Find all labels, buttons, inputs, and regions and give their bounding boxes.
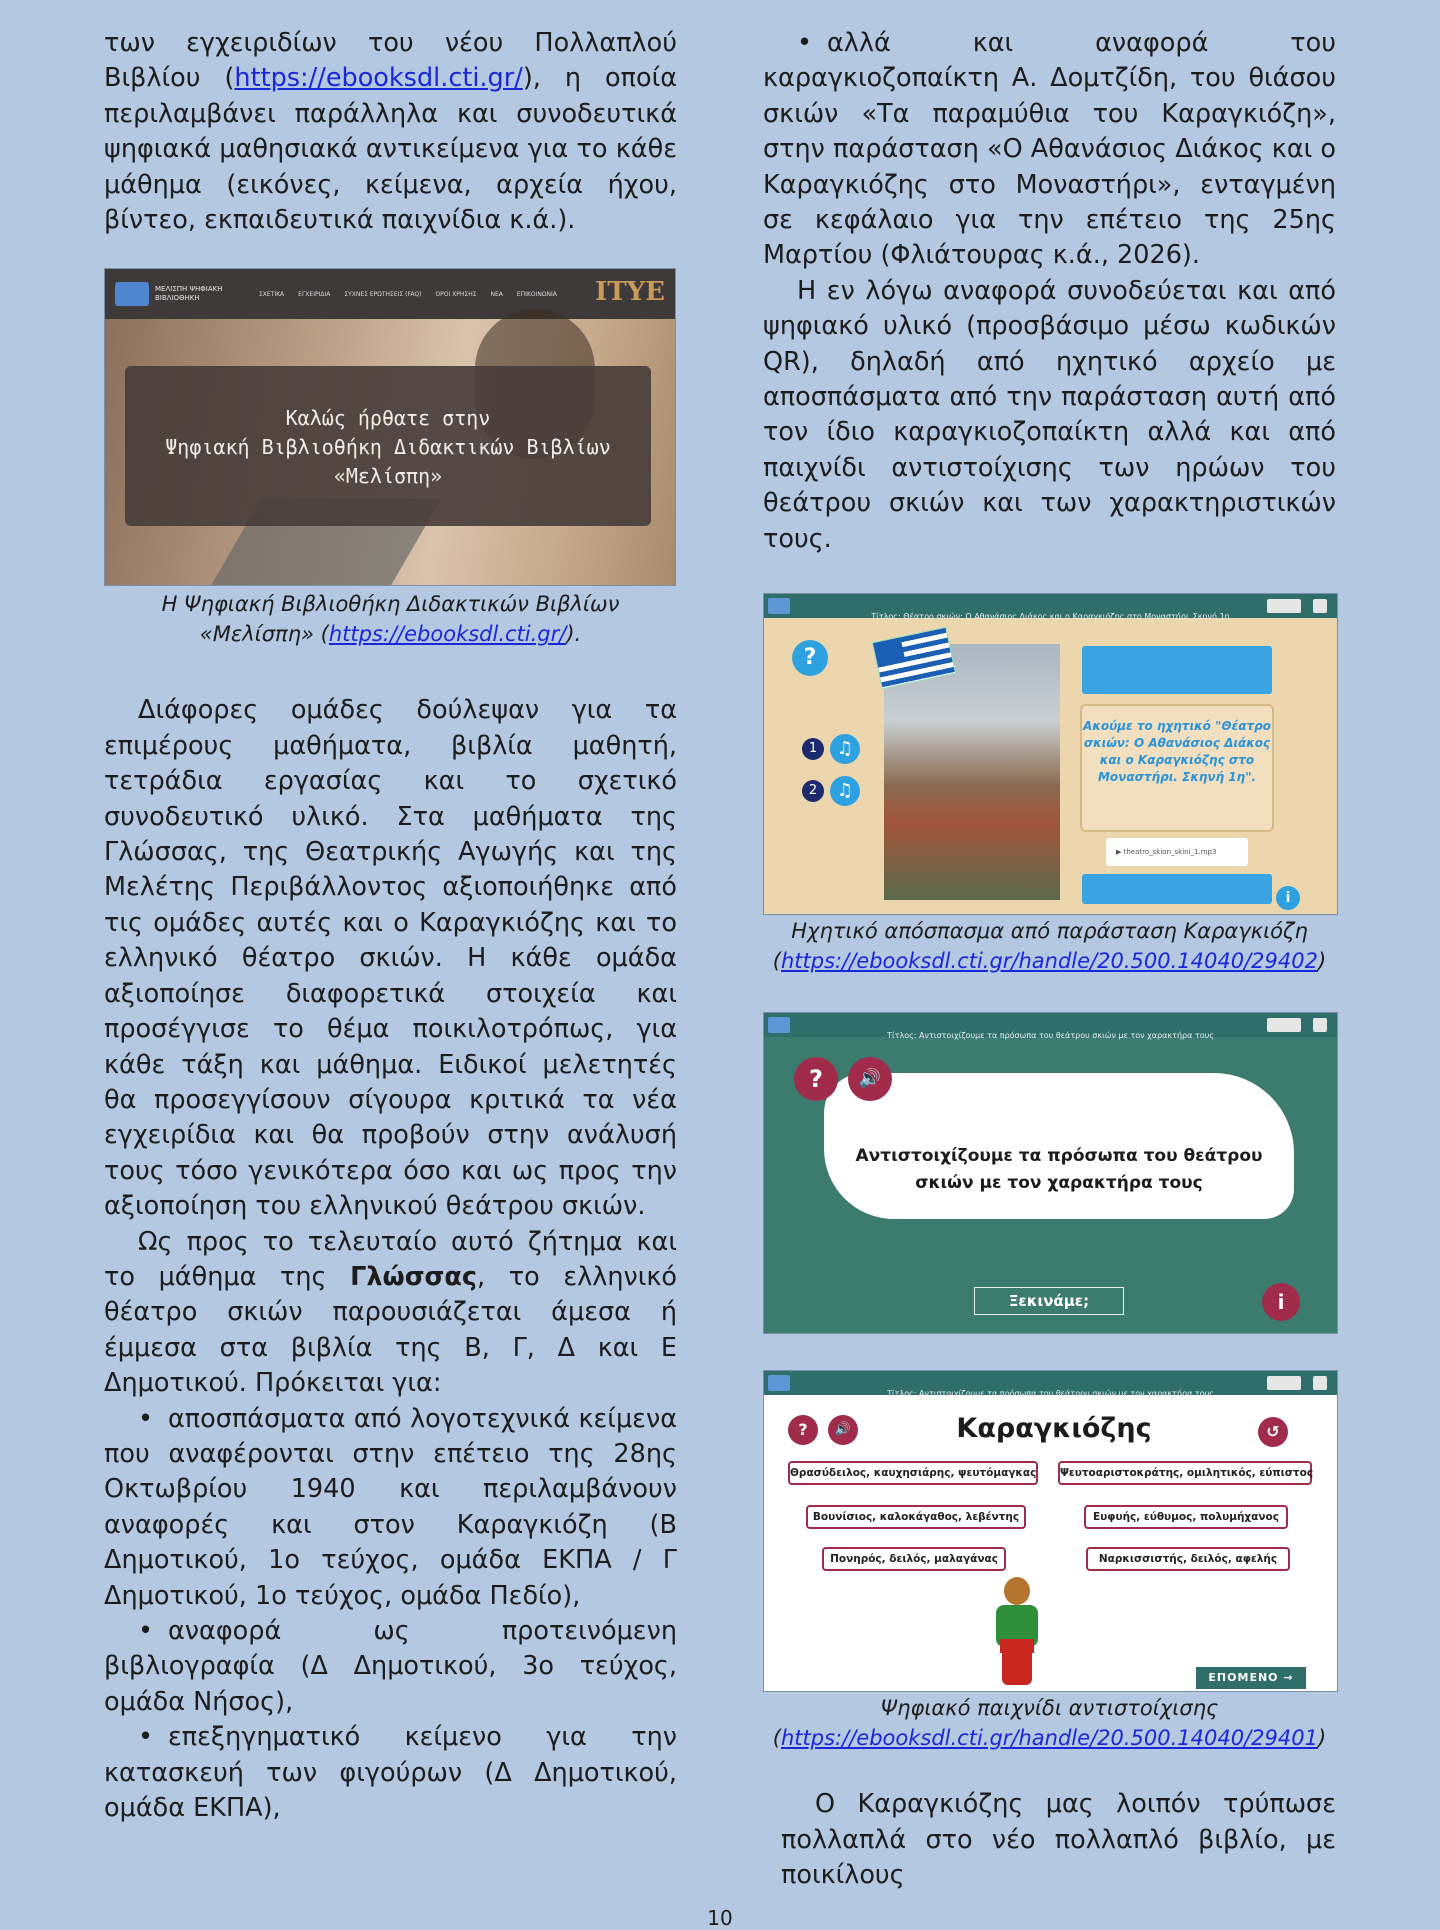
figure-caption-2	[763, 916, 1336, 976]
page-number: 10	[707, 1906, 733, 1930]
figure-caption-1	[104, 589, 677, 649]
paragraph: Διάφορες ομάδες δούλεψαν για τα επιμέρους μαθήματα, βιβλία μαθητή, τετράδια εργασίας και το σχετικό συνοδευτικό υλικό. Στα μαθήματα της Γλώσσας, της Θεατρικής Αγωγής και της Μελέτης Περιβάλλοντος αξιοποιήθηκε από τις ομάδες αυτές και ο Καραγκιόζης και το ελληνικό θέατρο σκιών. Η κάθε ομάδα αξιοποίησε διαφορετικά στοιχεία και προσέγγισε το θέμα ποικιλοτρόπως, για κάθε τάξη και μάθημα. Ειδικοί μελετητές θα προσεγγίσουν σίγουρα κριτικά τα νέα εγχειρίδια και θα προβούν στην ανάλυσή τους τόσο γενικότερα όσο και ως προς την αξιοποίηση του ελληνικού θεάτρου σκιών.	[104, 695, 677, 1222]
start-button[interactable]: Ξεκινάμε;	[974, 1287, 1124, 1315]
undo-icon[interactable]: ↺	[1258, 1417, 1288, 1447]
paragraph: Ο Καραγκιόζης μας λοιπόν τρύπωσε πολλαπλά στο νέο πολλαπλό βιβλίο, με ποικίλους	[781, 1789, 1336, 1890]
info-icon[interactable]: i	[1262, 1283, 1300, 1321]
activity-topbar	[764, 594, 1337, 622]
welcome-line: Καλώς ήρθατε στην	[285, 406, 491, 431]
activity-topbar	[764, 1371, 1337, 1399]
toolbar-button[interactable]	[1267, 1018, 1301, 1032]
book-icon	[768, 1017, 790, 1033]
help-icon[interactable]: ?	[794, 1057, 838, 1101]
matching-game-screenshot	[763, 1370, 1338, 1692]
book-icon	[768, 1375, 790, 1391]
instruction-box: Ακούμε το ηχητικό "Θέατρο σκιών: Ο Αθανάσιος Διάκος και ο Καραγκιόζης στο Μοναστήρι. Σκηνή 1η".	[1080, 704, 1274, 832]
nav-item[interactable]: ΟΡΟΙ ΧΡΗΣΗΣ	[435, 290, 477, 298]
figure-caption-3	[763, 1693, 1336, 1753]
melispi-navbar	[105, 269, 675, 319]
game-title: Αντιστοιχίζουμε τα πρόσωπα του θεάτρου σκιών με τον χαρακτήρα τους	[855, 1146, 1263, 1194]
nav-item[interactable]: ΣΥΧΝΕΣ ΕΡΩΤΗΣΕΙΣ (FAQ)	[344, 290, 422, 298]
trait-option[interactable]: Θρασύδειλος, καυχησιάρης, ψευτόμαγκας	[788, 1461, 1038, 1485]
trait-option[interactable]: Πονηρός, δειλός, μαλαγάνας	[822, 1547, 1006, 1571]
character-heading: Καραγκιόζης	[956, 1413, 1152, 1445]
toolbar-button[interactable]	[1267, 599, 1301, 613]
music-note-icon[interactable]: ♫	[830, 734, 860, 764]
itye-logo: ΙΤΥΕ	[595, 277, 665, 308]
intro-paragraph: των εγχειριδίων του νέου Πολλαπλού Βιβλίου (https://ebooksdl.cti.gr/), η οποία περιλαμβάνει παράλληλα και συνοδευτικά ψηφιακά μαθησιακά αντικείμενα για το κάθε μάθημα (εικόνες, κείμενα, αρχεία ήχου, βίντεο, εκπαιδευτικά παιχνίδια κ.ά.).	[104, 28, 678, 236]
left-column	[104, 26, 677, 1826]
bullet-item: • επεξηγηματικό κείμενο για την κατασκευή των φιγούρων (Δ Δημοτικού, ομάδα ΕΚΠΑ),	[104, 1722, 677, 1824]
nav-item[interactable]: ΕΓΧΕΙΡΙΔΙΑ	[298, 290, 331, 298]
nav-site-label: ΜΕΛΙΣΠΗ ΨΗΦΙΑΚΗ ΒΙΒΛΙΟΘΗΚΗ	[155, 285, 223, 303]
toolbar-button[interactable]	[1267, 1376, 1301, 1390]
download-icon[interactable]	[1313, 1376, 1327, 1390]
nav-item[interactable]: ΣΧΕΤΙΚΑ	[259, 290, 285, 298]
bullet-item: • αλλά και αναφορά του καραγκιοζοπαίκτη Α. Δομτζίδη, του θιάσου σκιών «Τα παραμύθια του Καραγκιόζη», στην παράσταση «Ο Αθανάσιος Διάκος και ο Καραγκιόζης στο Μοναστήρι», ενταγμένη σε κεφάλαιο για την επέτειο της 25ης Μαρτίου (Φλιάτουρας κ.ά., 2026).	[763, 28, 1336, 271]
welcome-line: Ψηφιακή Βιβλιοθήκη Διδακτικών Βιβλίων	[165, 435, 611, 460]
paragraph: Ως προς το τελευταίο αυτό ζήτημα και το μάθημα της Γλώσσας, το ελληνικό θέατρο σκιών παρουσιάζεται άμεσα ή έμμεσα στα βιβλία της Β, Γ, Δ και Ε Δημοτικού. Πρόκειται για:	[104, 1226, 677, 1399]
activity-title: Τίτλος: Θέατρο σκιών: Ο Αθανάσιος Διάκος και ο Καραγκιόζης στο Μοναστήρι_Σκηνή 1η	[871, 612, 1230, 622]
speaker-icon[interactable]: 🔊	[848, 1057, 892, 1101]
caption-line: (https://ebooksdl.cti.gr/handle/20.500.14040/29401)	[772, 1726, 1327, 1751]
audio-player[interactable]: ▶ theatro_skion_skini_1.mp3	[1106, 838, 1248, 866]
book-icon	[115, 282, 149, 306]
nav-item[interactable]: ΝΕΑ	[490, 290, 503, 298]
help-icon[interactable]: ?	[788, 1415, 818, 1445]
caption-line: Ηχητικό απόσπασμα από παράσταση Καραγκιόζη	[791, 919, 1308, 944]
matching-game-start-screenshot	[763, 1012, 1338, 1334]
welcome-panel	[125, 366, 651, 526]
book-icon	[768, 598, 790, 614]
caption-line: (https://ebooksdl.cti.gr/handle/20.500.14040/29402)	[772, 949, 1327, 974]
audio-activity-screenshot	[763, 593, 1338, 915]
melispi-screenshot	[104, 268, 676, 586]
download-icon[interactable]	[1313, 599, 1327, 613]
nav-item[interactable]: ΕΠΙΚΟΙΝΩΝΙΑ	[516, 290, 557, 298]
trait-option[interactable]: Ναρκισσιστής, δειλός, αφελής	[1086, 1547, 1290, 1571]
help-icon[interactable]: ?	[792, 640, 828, 676]
track-number: 1	[802, 738, 824, 760]
info-icon[interactable]: i	[1276, 886, 1300, 910]
activity-title: Τίτλος: Αντιστοιχίζουμε τα πρόσωπα του θεάτρου σκιών με τον χαρακτήρα τους	[887, 1389, 1214, 1399]
caption-line: Ψηφιακό παιχνίδι αντιστοίχισης	[880, 1696, 1219, 1721]
trait-option[interactable]: Βουνίσιος, καλοκάγαθος, λεβέντης	[806, 1505, 1026, 1529]
caption-line: Η Ψηφιακή Βιβλιοθήκη Διδακτικών Βιβλίων	[161, 592, 620, 617]
bullet-item: • αποσπάσματα από λογοτεχνικά κείμενα που αναφέρονται στην επέτειο της 28ης Οκτωβρίου 1940 και περιλαμβάνουν αναφορές και στον Καραγκιόζη (Β Δημοτικού, 1ο τεύχος, ομάδα ΕΚΠΑ / Γ Δημοτικού, 1ο τεύχος, ομάδα Πεδίο),	[104, 1403, 677, 1611]
ebooksdl-link[interactable]: https://ebooksdl.cti.gr/	[234, 63, 523, 94]
caption-link[interactable]: https://ebooksdl.cti.gr/	[328, 622, 567, 647]
caption-link[interactable]: https://ebooksdl.cti.gr/handle/20.500.14040/29401	[781, 1726, 1318, 1751]
waveform-banner	[1082, 646, 1272, 694]
speaker-icon[interactable]: 🔊	[828, 1415, 858, 1445]
next-button[interactable]: ΕΠΟΜΕΝΟ →	[1196, 1667, 1306, 1689]
trait-option[interactable]: Ευφυής, εύθυμος, πολυμήχανος	[1084, 1505, 1288, 1529]
paragraph: Η εν λόγω αναφορά συνοδεύεται και από ψηφιακό υλικό (προσβάσιμο μέσω κωδικών QR), δηλαδή από ηχητικό αρχείο με αποσπάσματα από την παράσταση αυτή από τον ίδιο καραγκιοζοπαίκτη αλλά και από παιχνίδι αντιστοίχισης των ηρώων του θεάτρου σκιών και των χαρακτηριστικών τους.	[763, 275, 1336, 554]
activity-topbar	[764, 1013, 1337, 1041]
activity-title: Τίτλος: Αντιστοιχίζουμε τα πρόσωπα του θεάτρου σκιών με τον χαρακτήρα τους	[887, 1031, 1214, 1041]
bullet-item: • αναφορά ως προτεινόμενη βιβλιογραφία (Δ Δημοτικού, 3ο τεύχος, ομάδα Νήσος),	[104, 1616, 677, 1717]
track-number: 2	[802, 780, 824, 802]
trait-option[interactable]: Ψευτοαριστοκράτης, ομιλητικός, εύπιστος	[1058, 1461, 1312, 1485]
waveform-banner	[1082, 874, 1272, 904]
download-icon[interactable]	[1313, 1018, 1327, 1032]
caption-link[interactable]: https://ebooksdl.cti.gr/handle/20.500.14040/29402	[781, 949, 1318, 974]
welcome-line: «Μελίσπη»	[333, 464, 443, 489]
caption-line: «Μελίσπη» (https://ebooksdl.cti.gr/).	[199, 622, 582, 647]
music-note-icon[interactable]: ♫	[830, 776, 860, 806]
karagiozis-figure-image[interactable]	[986, 1577, 1046, 1687]
right-column	[763, 26, 1336, 1893]
